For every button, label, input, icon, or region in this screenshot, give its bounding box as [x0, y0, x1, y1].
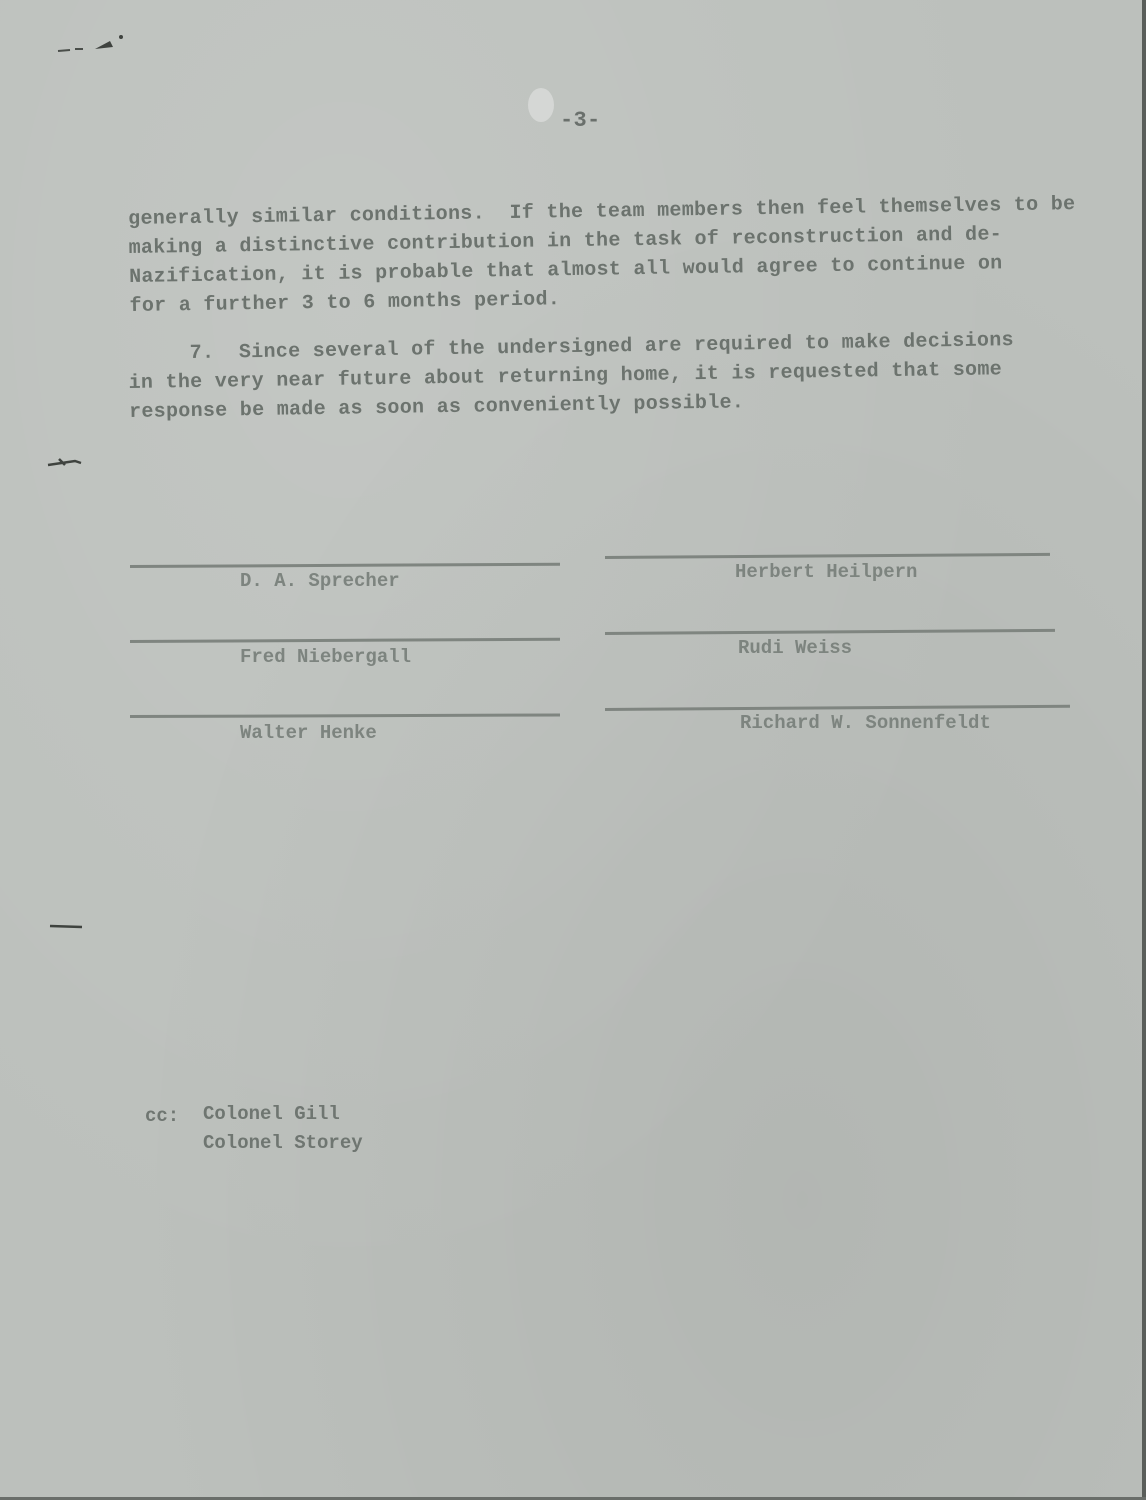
text-line: generally similar conditions. If the team members then feel themselves to be [128, 193, 1076, 231]
signature-line [130, 563, 560, 568]
page-number: -3- [560, 108, 601, 133]
signature-line [130, 638, 560, 643]
text-line: for a further 3 to 6 months period. [129, 288, 561, 318]
margin-mark-top [55, 33, 135, 58]
signatory-name: Herbert Heilpern [735, 561, 918, 583]
text-line: Nazification, it is probable that almost all would agree to continue on [128, 252, 1003, 289]
signature-line [605, 553, 1050, 559]
signatory-name: Walter Henke [240, 722, 377, 744]
text-line: making a distinctive contribution in the task of reconstruction and de- [128, 223, 1003, 260]
signature-line [130, 713, 560, 718]
paragraph-continuation [128, 190, 1077, 321]
signature-line [605, 629, 1055, 635]
text-line: in the very near future about returning home, it is requested that some [128, 358, 1003, 395]
margin-mark-middle [45, 455, 85, 471]
scan-edge [1142, 0, 1146, 1500]
cc-recipients [203, 1100, 363, 1158]
text-line: response be made as soon as conveniently possible. [128, 391, 745, 424]
signatory-name: Rudi Weiss [738, 637, 853, 659]
cc-recipient: Colonel Storey [203, 1132, 363, 1154]
cc-recipient: Colonel Gill [203, 1103, 340, 1125]
margin-mark-lower [48, 920, 88, 932]
paragraph-7 [128, 326, 1015, 427]
signatory-name: Richard W. Sonnenfeldt [740, 712, 991, 734]
signature-line [605, 705, 1070, 711]
cc-label: cc: [145, 1105, 180, 1127]
page-number-blot [528, 88, 554, 122]
text-line: 7. Since several of the undersigned are required to make decisions [128, 329, 1015, 366]
signatory-name: D. A. Sprecher [240, 570, 400, 592]
signatory-name: Fred Niebergall [240, 646, 412, 668]
